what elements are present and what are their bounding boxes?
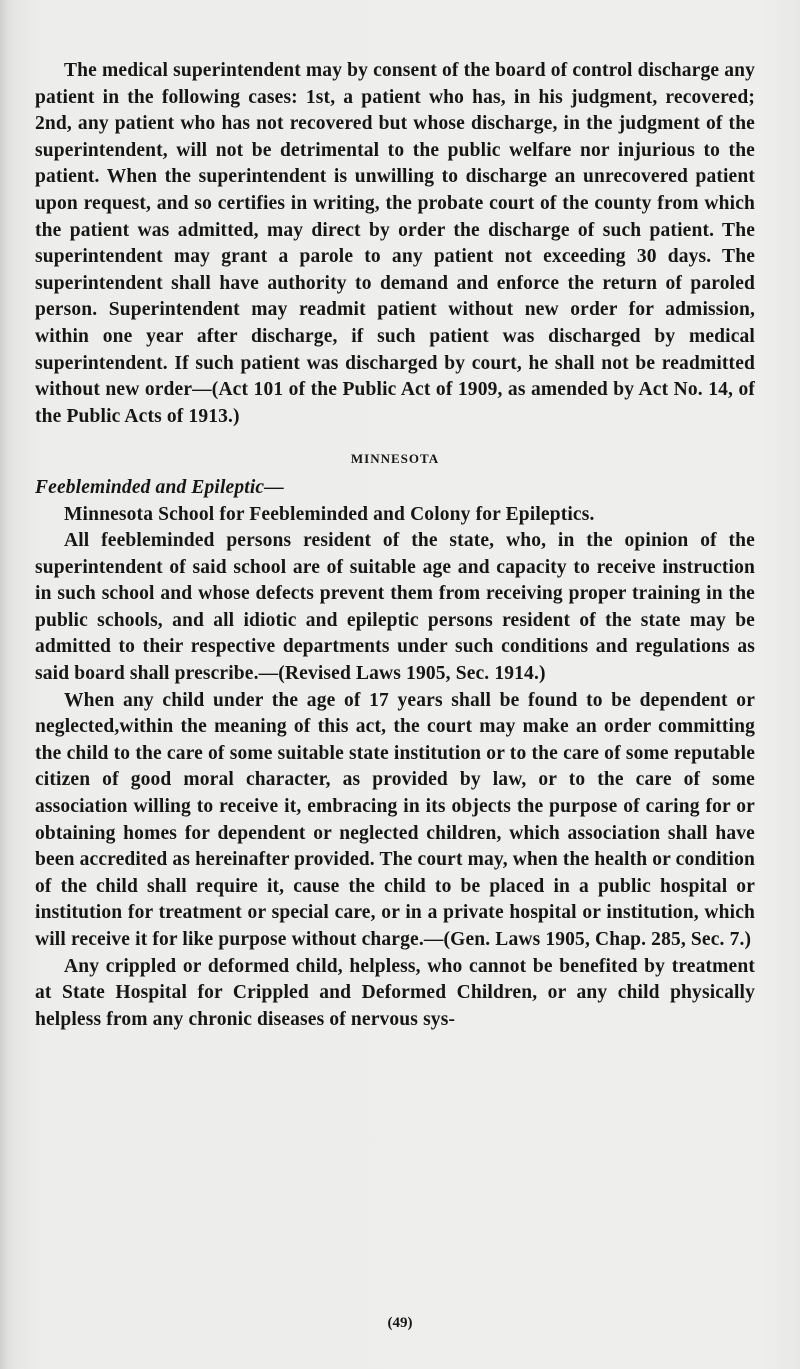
paragraph-superintendent-discharge: The medical superintendent may by consent of the board of control discharge any patient in the following cases: 1st, a patient who has, in his judgment, recovered; 2nd, any patient who has not recovered but whose discharge, in the judgment of the superintendent, will not be detrimental to the public welfare nor injurious to the patient. When the superintendent is unwilling to discharge an unrecovered patient upon request, and so certifies in writing, the probate court of the county from which the patient was admitted, may direct by order the discharge of such patient. The superintendent may grant a parole to any patient not exceeding 30 days. The superintendent shall have authority to demand and enforce the return of paroled person. Superintendent may readmit patient without new order for admission, within one year after discharge, if such patient was discharged by medical superintendent. If such patient was discharged by court, he shall not be readmitted without new order—(Act 101 of the Public Act of 1909, as amended by Act No. 14, of the Public Acts of 1913.) <box>35 60 755 427</box>
page-body <box>35 58 755 1033</box>
page-binding-edge <box>0 0 10 1369</box>
subheading-feebleminded-epileptic: Feebleminded and Epileptic— <box>35 476 284 498</box>
paragraph-crippled-child: Any crippled or deformed child, helpless, who cannot be benefited by treatment at State Hospital for Crippled and Deformed Children, or any child physically helpless from any chronic diseases of nervous sys- <box>35 955 755 1030</box>
institution-line: Minnesota School for Feebleminded and Colony for Epileptics. <box>64 503 595 525</box>
section-heading-minnesota: MINNESOTA <box>350 451 440 467</box>
page-number: (49) <box>387 1315 413 1331</box>
paragraph-feebleminded-admission: All feebleminded persons resident of the state, who, in the opinion of the superintendent of said school are of suitable age and capacity to receive instruction in such school and whose defects prevent them from receiving proper training in the public schools, and all idiotic and epileptic persons resident of the state may be admitted to their respective departments under such conditions and regulations as said board shall prescribe.—(Revised Laws 1905, Sec. 1914.) <box>35 530 755 685</box>
paragraph-dependent-child: When any child under the age of 17 years shall be found to be dependent or neglected,within the meaning of this act, the court may make an order committing the child to the care of some suitable state institution or to the care of some reputable citizen of good moral character, as provided by law, or to the care of some association willing to receive it, embracing in its objects the purpose of caring for or obtaining homes for dependent or neglected children, which association shall have been accredited as hereinafter provided. The court may, when the health or condition of the child shall require it, cause the child to be placed in a public hospital or institution for treatment or special care, or in a private hospital or institution, which will receive it for like purpose without charge.—(Gen. Laws 1905, Chap. 285, Sec. 7.) <box>35 689 756 950</box>
